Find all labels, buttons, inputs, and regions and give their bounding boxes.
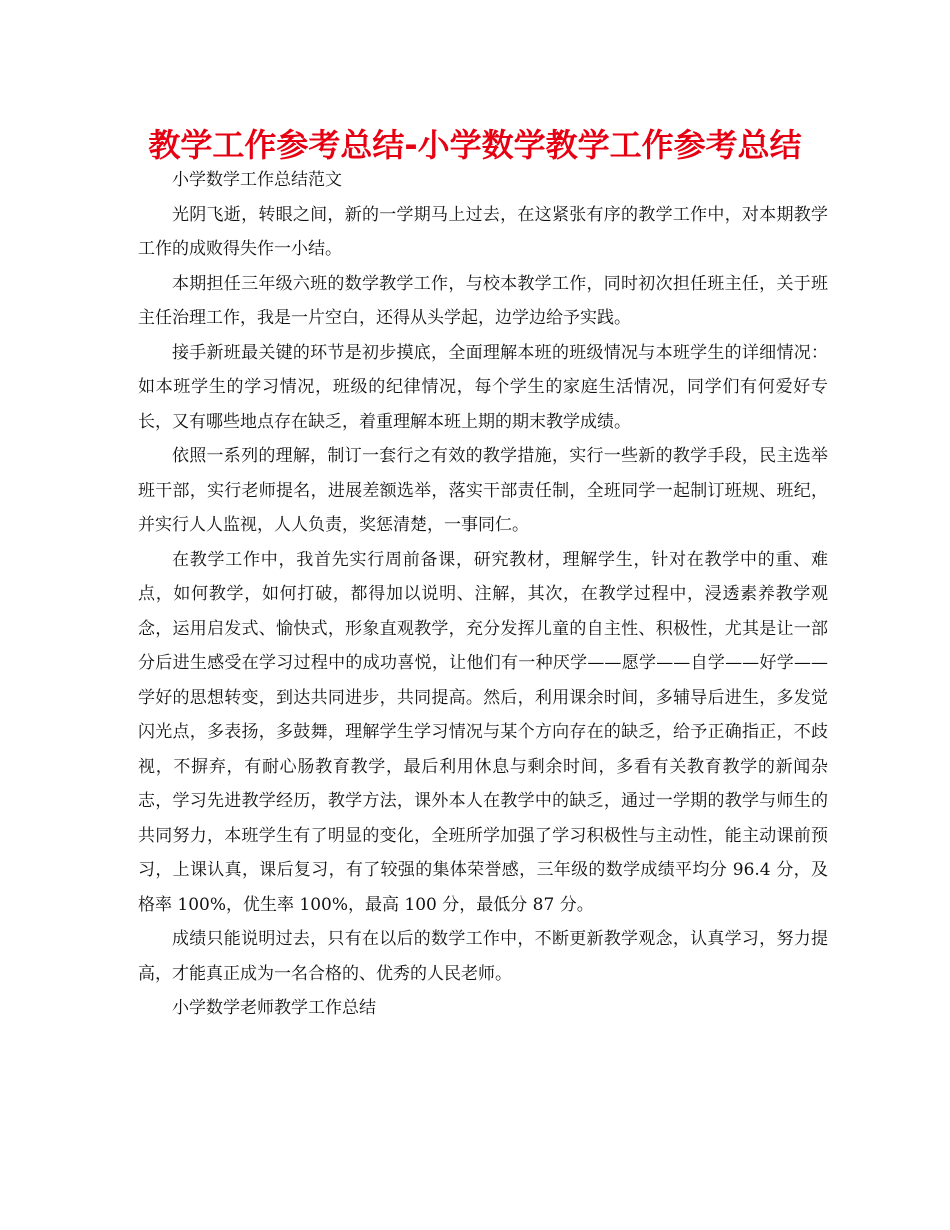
document-title: 教学工作参考总结-小学数学教学工作参考总结 <box>148 126 802 164</box>
body-paragraph: 本期担任三年级六班的数学教学工作，与校本教学工作，同时初次担任班主任，关于班主任治理工作，我是一片空白，还得从头学起，边学边给予实践。 <box>138 273 828 328</box>
document-body <box>138 163 828 1026</box>
body-paragraph: 接手新班最关键的环节是初步摸底，全面理解本班的班级情况与本班学生的详细情况：如本班学生的学习情况，班级的纪律情况，每个学生的家庭生活情况，同学们有何爱好专长，又有哪些地点存在缺乏，着重理解本班上期的期末教学成绩。 <box>138 342 828 432</box>
subtitle-paragraph: 小学数学工作总结范文 <box>172 170 342 190</box>
body-paragraph: 在教学工作中，我首先实行周前备课，研究教材，理解学生，针对在教学中的重、难点，如何教学，如何打破，都得加以说明、注解，其次，在教学过程中，浸透素养教学观念，运用启发式、愉快式，形象直观教学，充分发挥儿童的自主性、积极性，尤其是让一部分后进生感受在学习过程中的成功喜悦，让他们有一种厌学——愿学——自学——好学——学好的思想转变，到达共同进步，共同提高。然后，利用课余时间，多辅导后进生，多发觉闪光点，多表扬，多鼓舞，理解学生学习情况与某个方向存在的缺乏，给予正确指正，不歧视，不摒弃，有耐心肠教育教学，最后利用休息与剩余时间，多看有关教育教学的新闻杂志，学习先进教学经历，教学方法，课外本人在教学中的缺乏，通过一学期的教学与师生的共同努力，本班学生有了明显的变化，全班所学加强了学习积极性与主动性，能主动课前预习，上课认真，课后复习，有了较强的集体荣誉感，三年级的数学成绩平均分 96.4 分，及格率 100%，优生率 100%，最高 100 分，最低分 87 分。 <box>138 549 828 915</box>
body-paragraph: 光阴飞逝，转眼之间，新的一学期马上过去，在这紧张有序的教学工作中，对本期教学工作的成败得失作一小结。 <box>138 204 828 259</box>
body-paragraph: 成绩只能说明过去，只有在以后的数学工作中，不断更新教学观念，认真学习，努力提高，才能真正成为一名合格的、优秀的人民老师。 <box>138 929 828 984</box>
body-paragraph: 依照一系列的理解，制订一套行之有效的教学措施，实行一些新的教学手段，民主选举班干部，实行老师提名，进展差额选举，落实干部责任制，全班同学一起制订班规、班纪，并实行人人监视，人人负责，奖惩清楚，一事同仁。 <box>138 446 828 535</box>
section-heading-paragraph: 小学数学老师教学工作总结 <box>172 998 376 1018</box>
